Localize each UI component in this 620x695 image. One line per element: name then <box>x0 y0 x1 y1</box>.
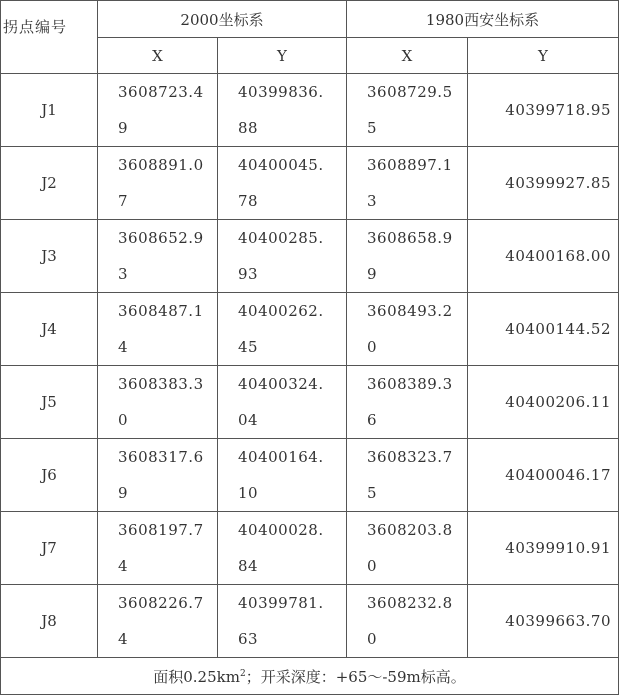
x-2000-cell-value: 3608652.93 <box>118 229 204 283</box>
x-2000-cell-value: 3608317.69 <box>118 448 204 502</box>
point-id-cell: J1 <box>1 74 98 147</box>
table-row <box>1 293 619 366</box>
x-1980-cell <box>347 366 468 439</box>
header-group-2000: 2000坐标系 <box>98 1 347 38</box>
x-2000-cell <box>98 147 218 220</box>
y-1980-cell: 40400046.17 <box>468 439 619 512</box>
header-row-groups <box>1 1 619 38</box>
y-2000-cell-value: 40400045.78 <box>238 156 324 210</box>
y-1980-cell: 40399927.85 <box>468 147 619 220</box>
x-2000-cell-value: 3608723.49 <box>118 83 204 137</box>
header-axis-x-2000: X <box>98 38 218 74</box>
y-2000-cell <box>218 366 347 439</box>
x-2000-cell-value: 3608891.07 <box>118 156 204 210</box>
x-1980-cell <box>347 439 468 512</box>
header-corner-point-number: 拐点编号 <box>1 1 98 74</box>
x-2000-cell <box>98 220 218 293</box>
x-2000-cell-value: 3608197.74 <box>118 521 204 575</box>
y-2000-cell-value: 40400164.10 <box>238 448 324 502</box>
table-row <box>1 74 619 147</box>
table-row <box>1 220 619 293</box>
x-1980-cell-value: 3608729.55 <box>367 83 453 137</box>
header-axis-x-1980: X <box>347 38 468 74</box>
x-2000-cell-value: 3608487.14 <box>118 302 204 356</box>
x-1980-cell <box>347 220 468 293</box>
x-1980-cell-value: 3608658.99 <box>367 229 453 283</box>
y-2000-cell-value: 40400324.04 <box>238 375 324 429</box>
y-1980-cell: 40399910.91 <box>468 512 619 585</box>
y-2000-cell <box>218 585 347 658</box>
table-row <box>1 512 619 585</box>
x-2000-cell-value: 3608226.74 <box>118 594 204 648</box>
point-id-cell: J7 <box>1 512 98 585</box>
point-id-cell: J8 <box>1 585 98 658</box>
header-axis-y-2000: Y <box>218 38 347 74</box>
x-1980-cell-value: 3608897.13 <box>367 156 453 210</box>
x-2000-cell <box>98 439 218 512</box>
depth-text: ；开采深度：+65～-59m标高。 <box>245 667 466 686</box>
point-id-cell: J3 <box>1 220 98 293</box>
footer-row <box>1 658 619 695</box>
y-2000-cell-value: 40400285.93 <box>238 229 324 283</box>
x-1980-cell-value: 3608389.36 <box>367 375 453 429</box>
footer-note <box>1 658 619 695</box>
y-2000-cell <box>218 293 347 366</box>
x-1980-cell-value: 3608232.80 <box>367 594 453 648</box>
x-2000-cell-value: 3608383.30 <box>118 375 204 429</box>
x-2000-cell <box>98 293 218 366</box>
y-2000-cell-value: 40399781.63 <box>238 594 324 648</box>
table-row <box>1 585 619 658</box>
y-1980-cell: 40400206.11 <box>468 366 619 439</box>
table-row <box>1 366 619 439</box>
y-2000-cell <box>218 74 347 147</box>
y-2000-cell <box>218 512 347 585</box>
area-exponent: 2 <box>239 668 246 679</box>
area-text: 面积0.25km <box>153 667 240 686</box>
point-id-cell: J5 <box>1 366 98 439</box>
x-1980-cell <box>347 74 468 147</box>
header-axis-y-1980: Y <box>468 38 619 74</box>
y-1980-cell: 40399718.95 <box>468 74 619 147</box>
table-row <box>1 439 619 512</box>
point-id-cell: J4 <box>1 293 98 366</box>
point-id-cell: J6 <box>1 439 98 512</box>
y-2000-cell <box>218 220 347 293</box>
x-1980-cell-value: 3608323.75 <box>367 448 453 502</box>
x-1980-cell-value: 3608493.20 <box>367 302 453 356</box>
y-2000-cell-value: 40400028.84 <box>238 521 324 575</box>
y-1980-cell: 40400168.00 <box>468 220 619 293</box>
y-1980-cell: 40400144.52 <box>468 293 619 366</box>
x-1980-cell <box>347 293 468 366</box>
x-1980-cell <box>347 147 468 220</box>
x-2000-cell <box>98 585 218 658</box>
y-2000-cell-value: 40399836.88 <box>238 83 324 137</box>
x-1980-cell <box>347 512 468 585</box>
x-2000-cell <box>98 512 218 585</box>
y-2000-cell <box>218 147 347 220</box>
y-1980-cell: 40399663.70 <box>468 585 619 658</box>
table-row <box>1 147 619 220</box>
x-1980-cell-value: 3608203.80 <box>367 521 453 575</box>
x-2000-cell <box>98 74 218 147</box>
y-2000-cell <box>218 439 347 512</box>
y-2000-cell-value: 40400262.45 <box>238 302 324 356</box>
point-id-cell: J2 <box>1 147 98 220</box>
x-2000-cell <box>98 366 218 439</box>
x-1980-cell <box>347 585 468 658</box>
header-group-1980: 1980西安坐标系 <box>347 1 619 38</box>
